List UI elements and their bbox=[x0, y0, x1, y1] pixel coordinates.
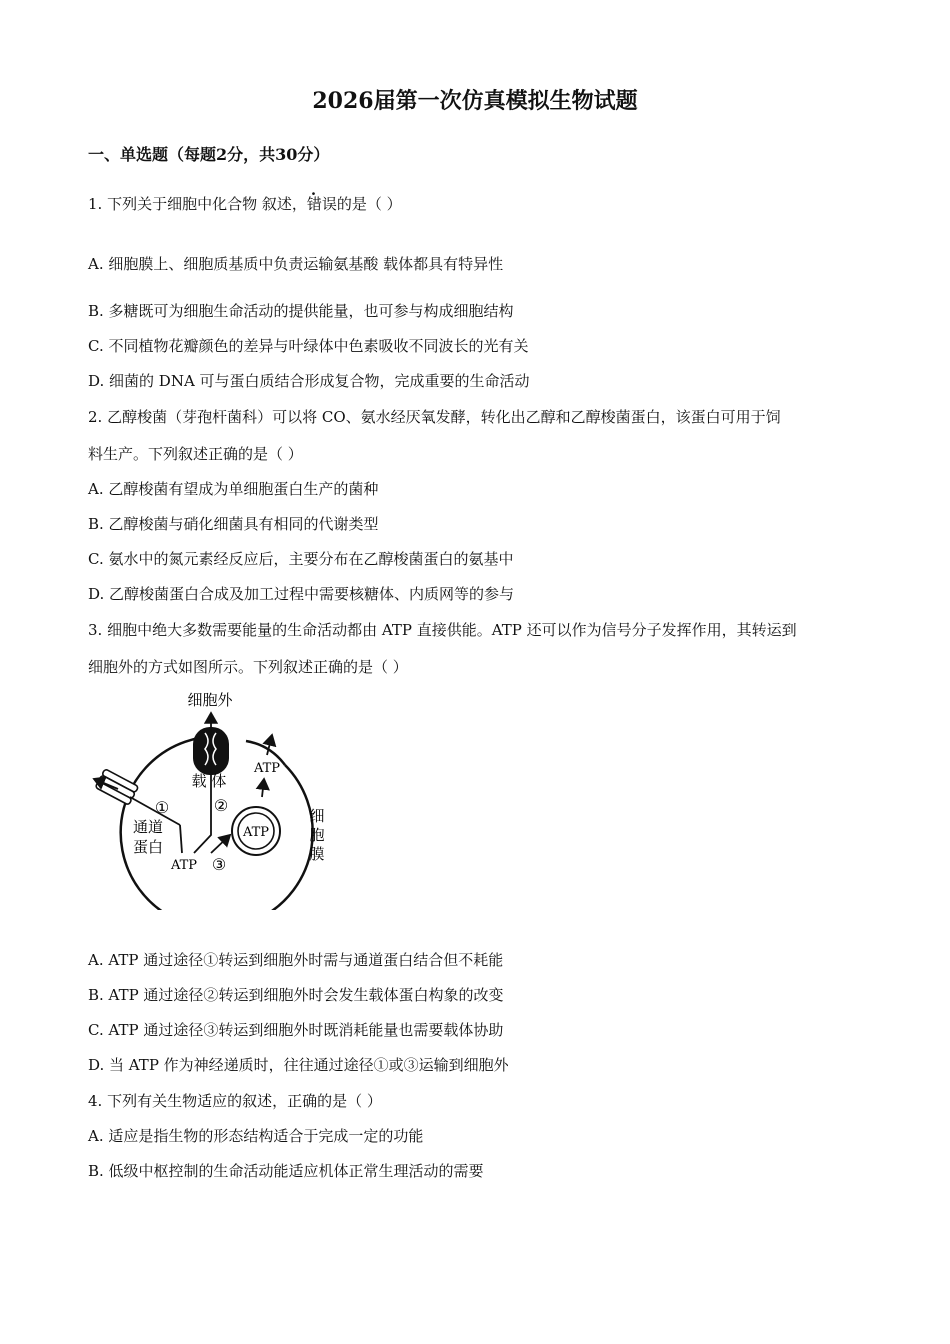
label-atp-out: ATP bbox=[253, 761, 281, 776]
label-membrane-2: 胞 bbox=[309, 826, 325, 844]
q1-option-b: B. 多糖既可为细胞生命活动的提供能量，也可参与构成细胞结构 bbox=[88, 302, 514, 320]
label-carrier: 载 体 bbox=[191, 772, 227, 790]
q3-option-a: A. ATP 通过途径①转运到细胞外时需与通道蛋白结合但不耗能 bbox=[88, 951, 504, 969]
q1-stem-pre: 1. 下列关于细胞中化合物 叙述， bbox=[88, 195, 307, 213]
label-atp-cytosol: ATP bbox=[170, 858, 198, 873]
q2-stem-line2: 料生产。下列叙述正确的是（ ） bbox=[88, 445, 303, 463]
q1-option-d: D. 细菌的 DNA 可与蛋白质结合形成复合物，完成重要的生命活动 bbox=[88, 372, 530, 390]
label-pathway-1: ① bbox=[154, 798, 170, 817]
label-atp-vesicle: ATP bbox=[242, 825, 270, 840]
label-membrane-3: 膜 bbox=[309, 845, 325, 863]
section-heading: 一、单选题（每题2分，共30分） bbox=[88, 145, 330, 164]
channel-protein bbox=[95, 769, 138, 805]
q3-option-d: D. 当 ATP 作为神经递质时，往往通过途径①或③运输到细胞外 bbox=[88, 1056, 509, 1074]
label-pathway-2: ② bbox=[213, 796, 229, 815]
q2-option-a: A. 乙醇梭菌有望成为单细胞蛋白生产的菌种 bbox=[88, 480, 379, 498]
q1-option-c: C. 不同植物花瓣颜色的差异与叶绿体中色素吸收不同波长的光有关 bbox=[88, 337, 529, 355]
label-outside: 细胞外 bbox=[187, 691, 233, 709]
q3-option-b: B. ATP 通过途径②转运到细胞外时会发生载体蛋白构象的改变 bbox=[88, 986, 504, 1004]
atp-transport-figure bbox=[80, 685, 340, 910]
label-pathway-3: ③ bbox=[211, 855, 227, 874]
q3-stem-line2: 细胞外的方式如图所示。下列叙述正确的是（ ） bbox=[88, 658, 408, 676]
q3-stem-line1: 3. 细胞中绝大多数需要能量的生命活动都由 ATP 直接供能。ATP 还可以作为信号分子发挥作用，其转运到 bbox=[88, 621, 797, 639]
q2-option-b: B. 乙醇梭菌与硝化细菌具有相同的代谢类型 bbox=[88, 515, 379, 533]
page-title: 2026届第一次仿真模拟生物试题 bbox=[312, 88, 638, 114]
q2-option-c: C. 氨水中的氮元素经反应后，主要分布在乙醇梭菌蛋白的氨基中 bbox=[88, 550, 514, 568]
q1-option-a: A. 细胞膜上、细胞质基质中负责运输氨基酸 载体都具有特异性 bbox=[88, 255, 504, 273]
q4-stem: 4. 下列有关生物适应的叙述，正确的是（ ） bbox=[88, 1092, 382, 1110]
q4-option-a: A. 适应是指生物的形态结构适合于完成一定的功能 bbox=[88, 1127, 424, 1145]
q2-option-d: D. 乙醇梭菌蛋白合成及加工过程中需要核糖体、内质网等的参与 bbox=[88, 585, 515, 603]
q3-option-c: C. ATP 通过途径③转运到细胞外时既消耗能量也需要载体协助 bbox=[88, 1021, 504, 1039]
q1-stem-emphasis: 错误 bbox=[306, 195, 337, 213]
q4-option-b: B. 低级中枢控制的生命活动能适应机体正常生理活动的需要 bbox=[88, 1162, 484, 1180]
q2-stem-line1: 2. 乙醇梭菌（芽孢杆菌科）可以将 CO、氨水经厌氧发酵，转化出乙醇和乙醇梭菌蛋白，该蛋白可用于饲 bbox=[88, 408, 781, 426]
label-channel-2: 蛋白 bbox=[133, 838, 164, 856]
label-channel-1: 通道 bbox=[133, 818, 164, 836]
q1-stem-post: 的是（ ） bbox=[336, 195, 402, 213]
label-membrane-1: 细 bbox=[309, 807, 325, 825]
q1-stem bbox=[88, 193, 402, 214]
